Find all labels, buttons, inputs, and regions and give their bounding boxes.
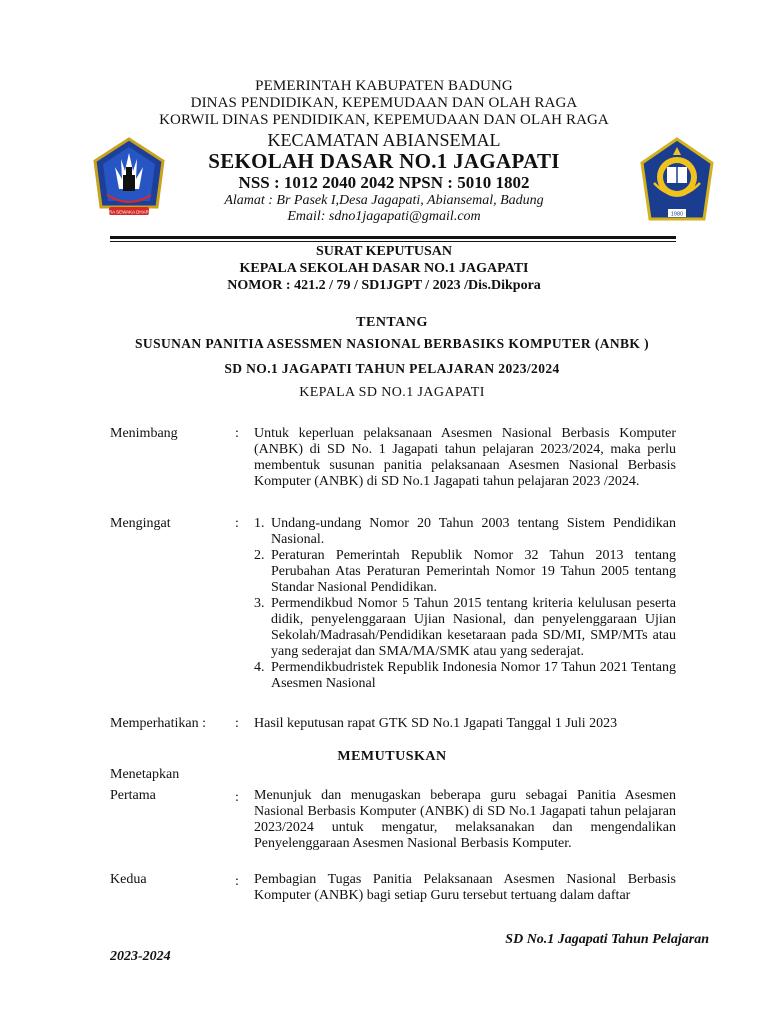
letterhead-regional-office: KORWIL DINAS PENDIDIKAN, KEPEMUDAAN DAN OLAH RAGA (159, 112, 609, 128)
mengingat-item-text: Permendikbud Nomor 5 Tahun 2015 tentang kriteria kelulusan peserta didik, penyelenggaraan Ujian Nasional, dan penyelenggaraan Ujian Sekolah/Madrasah/Pendidikan kesetaraan pada SD/MI, SMP/MTs atau yang sederajat dan SMA/MA/SMK atau yang sederajat. (271, 596, 676, 659)
mengingat-item (254, 596, 676, 660)
decree-about-heading: TENTANG (356, 315, 428, 330)
mengingat-label: Mengingat (110, 516, 171, 531)
mengingat-item-text: Undang-undang Nomor 20 Tahun 2003 tentang Sistem Pendidikan Nasional. (271, 516, 676, 547)
menimbang-colon: : (235, 426, 239, 441)
mengingat-item-text: Permendikbudristek Republik Indonesia Nomor 17 Tahun 2021 Tentang Asesmen Nasional (271, 660, 676, 691)
mengingat-item-number: 1. (254, 516, 265, 531)
memperhatikan-text: Hasil keputusan rapat GTK SD No.1 Jgapati Tanggal 1 Juli 2023 (254, 716, 618, 731)
decision-heading: MEMUTUSKAN (337, 749, 447, 764)
kedua-label: Kedua (110, 872, 147, 887)
mengingat-item (254, 548, 676, 596)
menetapkan-label: Menetapkan (110, 767, 180, 782)
memperhatikan-label: Memperhatikan : (110, 716, 207, 731)
decree-subject-line2: SD NO.1 JAGAPATI TAHUN PELAJARAN 2023/2024 (224, 361, 560, 376)
mengingat-item-number: 4. (254, 660, 265, 675)
pertama-label: Pertama (110, 788, 156, 803)
decree-subject-line1: SUSUNAN PANITIA ASESSMEN NASIONAL BERBASIKS KOMPUTER (ANBK ) (135, 336, 649, 351)
mengingat-colon: : (235, 516, 239, 531)
pertama-colon: : (235, 790, 239, 805)
menimbang-label: Menimbang (110, 426, 178, 441)
mengingat-item (254, 516, 676, 548)
mengingat-item-number: 3. (254, 596, 265, 611)
letterhead-school-ids: NSS : 1012 2040 2042 NPSN : 5010 1802 (238, 173, 530, 192)
letterhead-divider-thick (110, 236, 676, 239)
decree-issuer: KEPALA SEKOLAH DASAR NO.1 JAGAPATI (239, 261, 529, 276)
letterhead-department: DINAS PENDIDIKAN, KEPEMUDAAN DAN OLAH RAGA (190, 95, 578, 111)
letterhead-school-name: SEKOLAH DASAR NO.1 JAGAPATI (208, 149, 560, 173)
footer-school-year-label: SD No.1 Jagapati Tahun Pelajaran (505, 932, 709, 947)
letterhead-district: KECAMATAN ABIANSEMAL (267, 130, 501, 150)
footer-school-year: 2023-2024 (110, 949, 171, 964)
letterhead (0, 78, 768, 225)
mengingat-item (254, 660, 676, 692)
letterhead-address: Alamat : Br Pasek I,Desa Jagapati, Abiansemal, Badung (224, 193, 544, 208)
letterhead-email: Email: sdno1jagapati@gmail.com (287, 209, 481, 224)
decree-head: KEPALA SD NO.1 JAGAPATI (299, 385, 485, 400)
kedua-text: Pembagian Tugas Panitia Pelaksanaan Asesmen Nasional Berbasis Komputer (ANBK) bagi setiap Guru tersebut tertuang dalam daftar (254, 872, 676, 903)
mengingat-item-number: 2. (254, 548, 265, 563)
mengingat-list (254, 516, 676, 692)
logo-right-year: 1980 (670, 211, 684, 218)
decree-number: NOMOR : 421.2 / 79 / SD1JGPT / 2023 /Dis.Dikpora (227, 278, 541, 293)
menimbang-text: Untuk keperluan pelaksanaan Asesmen Nasional Berbasis Komputer (ANBK) di SD No. 1 Jagapati tahun pelajaran 2023/2024, maka perlu membentuk susunan panitia pelaksanaan Asesmen Nasional Berbasis Komputer (ANBK) di SD No.1 Jagapati tahun pelajaran 2023 /2024. (254, 426, 676, 489)
memperhatikan-colon: : (235, 716, 239, 731)
logo-left-motto: CURA SEWAKA DHARMA (102, 209, 156, 215)
letterhead-government: PEMERINTAH KABUPATEN BADUNG (255, 78, 513, 94)
letterhead-divider-thin (110, 241, 676, 242)
decree-title: SURAT KEPUTUSAN (315, 244, 452, 259)
mengingat-item-text: Peraturan Pemerintah Republik Nomor 32 Tahun 2013 tentang Perubahan Atas Peraturan Pemerintah Nomor 19 Tahun 2005 tentang Standar Nasional Pendidikan. (271, 548, 676, 595)
kedua-colon: : (235, 874, 239, 889)
pertama-text: Menunjuk dan menugaskan beberapa guru sebagai Panitia Asesmen Nasional Berbasis Komputer (ANBK) di SD No.1 Jagapati tahun pelajaran 2023/2024 untuk mengatur, melaksanakan dan mengendalikan Penyelenggaraan Asesmen Nasional Berbasis Komputer. (254, 788, 676, 851)
